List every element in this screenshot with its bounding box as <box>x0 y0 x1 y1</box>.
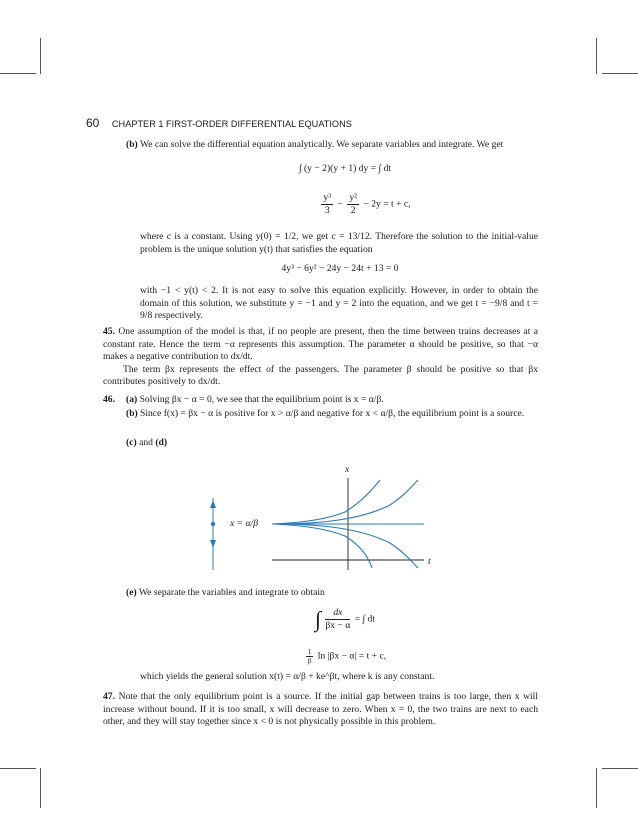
x-axis-label: x <box>345 464 350 475</box>
problem-number: 47. <box>103 691 115 702</box>
solution-curves <box>272 480 424 568</box>
problem-45: 45. One assumption of the model is that, if no people are present, then the time between trains decreases at a constant rate. Hence the term −α represents this assumption. The parameter α should be positive, so that −α makes a negative contribution to dx/dt. The term βx represents the effect of the passengers. The parameter β should be positive so that βx contributes positively to dx/dt. <box>103 326 538 388</box>
problem-47: 47. Note that the only equilibrium point is a source. If the initial gap between trains is too large, then x will increase without bound. If it is too small, x will decrease to zero. When x = 0, the two trains are next to each other, and they will stay together since x < 0 is not physically possible in this problem. <box>103 691 538 728</box>
fraction: $\frac{\text{y²}}{2}$ <box>349 192 358 216</box>
crop-mark <box>602 768 638 769</box>
t-axis-label: t <box>428 556 431 567</box>
problem-46b-text: Since f(x) = βx − α is positive for x > α/β and negative for x < α/β, the equilibrium point is a source. <box>140 408 525 419</box>
part-b-paragraph <box>126 139 538 152</box>
equation: ∫ $\frac{dx}{\beta x - \alpha}$ = ∫ dt <box>314 606 376 632</box>
problem-number: 45. <box>103 326 115 337</box>
fraction: $\frac{\text{y³}}{3}$ <box>323 192 332 216</box>
crop-mark <box>40 38 41 74</box>
problem-46a: (a) Solving βx − α = 0, we see that the equilibrium point is x = α/β. <box>126 394 384 405</box>
phase-arrow-down <box>210 540 216 548</box>
solution-curve-below-2 <box>272 524 372 568</box>
equation <box>270 163 420 176</box>
crop-mark <box>602 73 638 74</box>
equation: $\frac{1}{\beta}$ ln |βx − α| = t + c, <box>307 648 387 665</box>
crop-mark <box>596 38 597 74</box>
paragraph-text: We can solve the differential equation analytically. We separate variables and integrate. We get <box>139 139 504 150</box>
solution-curve-below-1 <box>272 524 418 568</box>
equation: $\frac{\text{y³}}{3}$ − $\frac{\text{y²}}{2}$ − 2y = t + c, <box>323 192 411 216</box>
problem-46b: (b) <box>126 408 138 419</box>
problem-46cd: (c) and (d) <box>126 437 168 448</box>
solution-curve-above-2 <box>272 480 380 524</box>
crop-mark <box>596 768 597 808</box>
equation: 4y³ − 6y² − 24y − 24t + 13 = 0 <box>281 263 399 274</box>
problem-46e: (e) We separate the variables and integrate to obtain <box>126 587 325 598</box>
solution-curve-above-1 <box>272 480 418 524</box>
fraction: $\frac{dx}{\beta x - \alpha}$ <box>325 607 351 631</box>
crop-mark <box>0 768 36 769</box>
running-header <box>86 117 352 131</box>
crop-mark <box>0 73 36 74</box>
problem-46e-conclusion: which yields the general solution x(t) = α/β + ke^βt, where k is any constant. <box>140 671 435 682</box>
part-label: (b) <box>126 139 138 150</box>
page-number: 60 <box>86 116 100 130</box>
part-b-paragraph-2: where c is a constant. Using y(0) = 1/2, we get c = 13/12. Therefore the solution to the initial-value problem is the unique solution y(t) that satisfies the equation <box>140 231 538 255</box>
equilibrium-point <box>211 522 215 526</box>
equation-text: ∫ (y − 2)(y + 1) dy = ∫ dt <box>298 163 392 174</box>
problem-46-number: 46. <box>103 394 115 405</box>
fraction: $\frac{1}{\beta}$ <box>307 648 312 665</box>
part-b-paragraph-3: with −1 < y(t) < 2. It is not easy to solve this equation explicitly. However, in order to obtain the domain of this solution, we substitute y = −1 and y = 2 into the equation, and we get t = −9/8 and t = 9/8 respectively. <box>140 285 538 322</box>
chapter-title: CHAPTER 1 FIRST-ORDER DIFFERENTIAL EQUATIONS <box>111 119 352 129</box>
crop-mark <box>40 768 41 808</box>
phase-arrow-up <box>210 500 216 508</box>
equilibrium-label: x = α/β <box>230 518 259 529</box>
